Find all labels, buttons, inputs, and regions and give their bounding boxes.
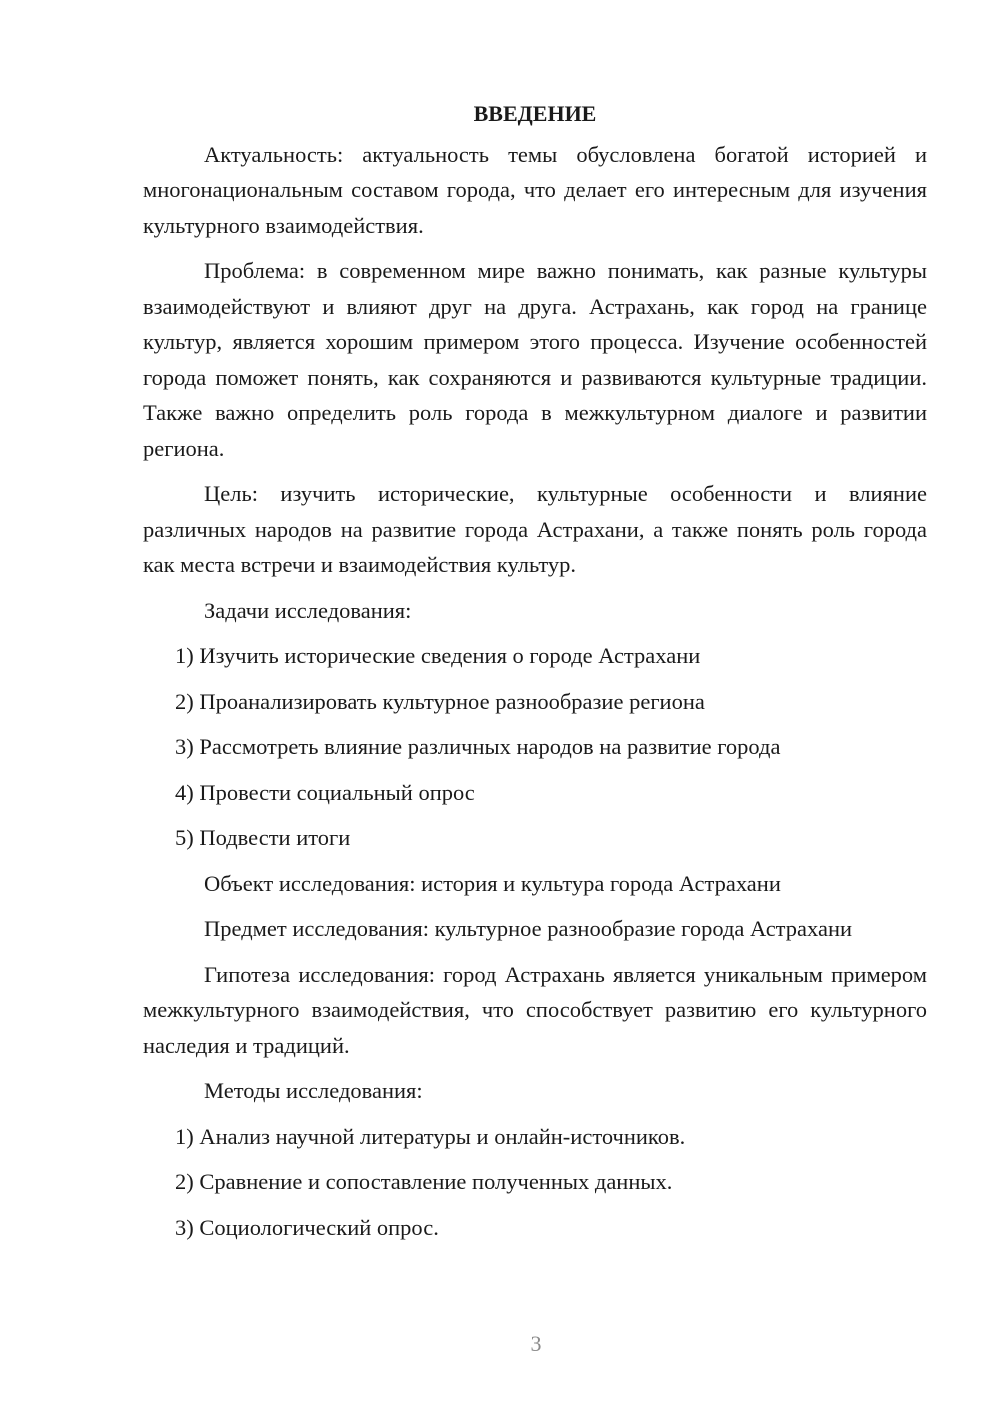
method-item: 1) Анализ научной литературы и онлайн-источников. <box>175 1123 686 1149</box>
page-number: 3 <box>530 1331 542 1356</box>
task-item: 5) Подвести итоги <box>175 825 351 850</box>
research-object: Объект исследования: история и культура города Астрахани <box>204 870 781 896</box>
problem-paragraph: Проблема: в современном мире важно понимать, как разные культуры взаимодействуют и влияют друг на друга. Астрахань, как город на границе культур, является хорошим примером этого процесса. Изучение особенностей города поможет понять, как сохраняются и развиваются культурные традиции. Также важно определить роль города в межкультурном диалоге и развитии региона. <box>143 258 927 461</box>
relevance-paragraph: Актуальность: актуальность темы обусловлена богатой историей и многонациональным составом города, что делает его интересным для изучения культурного взаимодействия. <box>143 141 927 238</box>
task-item: 2) Проанализировать культурное разнообразие региона <box>175 688 705 714</box>
task-item: 1) Изучить исторические сведения о городе Астрахани <box>175 643 701 668</box>
method-item: 2) Сравнение и сопоставление полученных данных. <box>175 1169 673 1194</box>
method-item: 3) Социологический опрос. <box>175 1214 439 1240</box>
goal-paragraph: Цель: изучить исторические, культурные особенности и влияние различных народов на развитие города Астрахани, а также понять роль города как места встречи и взаимодействия культур. <box>143 481 927 577</box>
methods-title: Методы исследования: <box>204 1078 423 1103</box>
document-body <box>143 96 927 1255</box>
section-heading: ВВЕДЕНИЕ <box>473 101 597 126</box>
task-item: 4) Провести социальный опрос <box>175 779 475 805</box>
tasks-title: Задачи исследования: <box>204 597 412 623</box>
task-item: 3) Рассмотреть влияние различных народов на развитие города <box>175 734 781 759</box>
research-subject: Предмет исследования: культурное разнообразие города Астрахани <box>204 916 853 941</box>
hypothesis-paragraph: Гипотеза исследования: город Астрахань является уникальным примером межкультурного взаимодействия, что способствует развитию его культурного наследия и традиций. <box>143 961 927 1058</box>
